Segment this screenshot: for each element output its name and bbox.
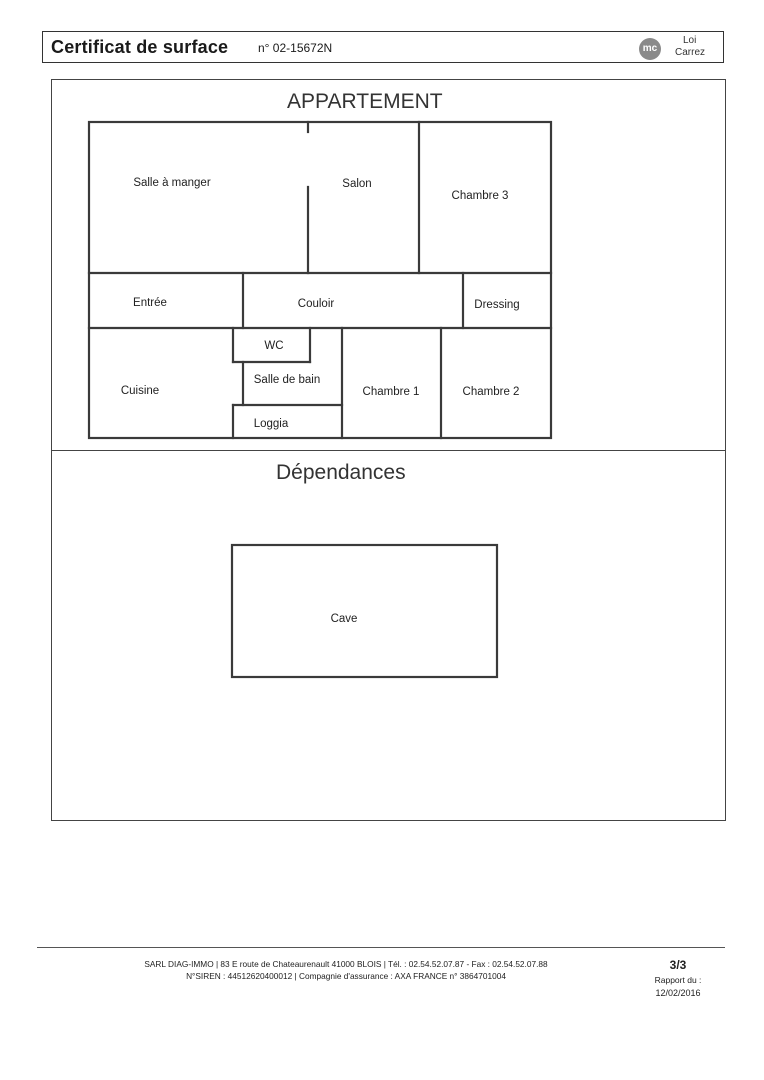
certificate-number: n° 02-15672N bbox=[258, 41, 333, 55]
page-number: 3/3 bbox=[669, 958, 687, 972]
cave-outline bbox=[232, 545, 497, 677]
room-label-chambre2: Chambre 2 bbox=[462, 386, 520, 398]
footer-siren-insurance: N°SIREN : 44512620400012 | Compagnie d'assurance : AXA FRANCE n° 3864701004 bbox=[186, 971, 506, 981]
report-date-label: Rapport du : bbox=[654, 975, 702, 985]
room-label-salon: Salon bbox=[342, 178, 372, 190]
certificate-title: Certificat de surface bbox=[51, 37, 229, 57]
mc-logo-icon: mc bbox=[639, 38, 661, 60]
footer-rule bbox=[37, 947, 725, 948]
room-label-entree: Entrée bbox=[133, 297, 167, 309]
logo-text-loi: Loi bbox=[683, 35, 697, 46]
room-label-salle-de-bain: Salle de bain bbox=[253, 374, 321, 386]
outbuildings-title: Dépendances bbox=[276, 461, 406, 484]
room-label-dressing: Dressing bbox=[474, 299, 520, 311]
room-label-wc: WC bbox=[264, 340, 284, 352]
footer-company-address: SARL DIAG-IMMO | 83 E route de Chateaurenault 41000 BLOIS | Tél. : 02.54.52.07.87 - Fax : 02.54.52.07.88 bbox=[144, 959, 548, 969]
room-label-cave: Cave bbox=[330, 613, 358, 625]
room-label-chambre1: Chambre 1 bbox=[362, 386, 420, 398]
room-label-loggia: Loggia bbox=[253, 418, 289, 430]
logo-text-carrez: Carrez bbox=[675, 47, 706, 58]
report-date: 12/02/2016 bbox=[655, 988, 701, 998]
room-label-cuisine: Cuisine bbox=[120, 385, 160, 397]
room-label-salle-a-manger: Salle à manger bbox=[133, 177, 211, 189]
room-label-couloir: Couloir bbox=[297, 298, 335, 310]
room-label-chambre3: Chambre 3 bbox=[451, 190, 509, 202]
apartment-title: APPARTEMENT bbox=[287, 90, 443, 113]
